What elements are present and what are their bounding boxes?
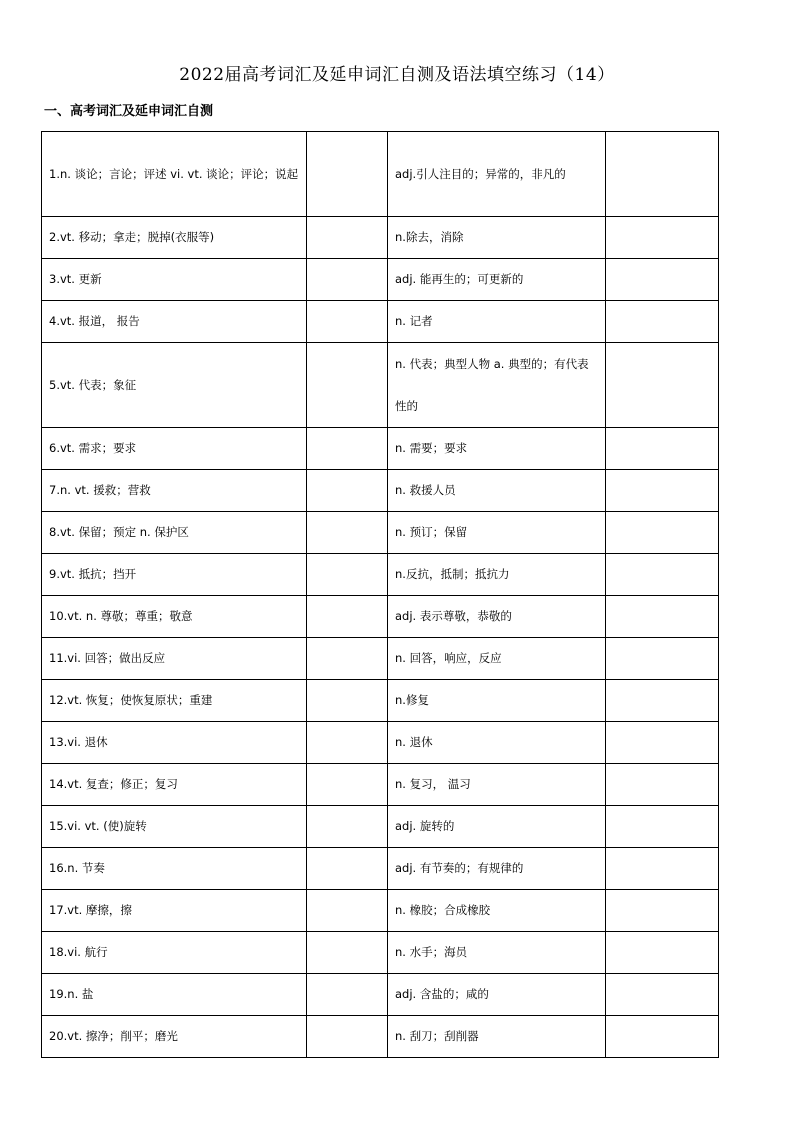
- answer-blank[interactable]: [307, 722, 388, 764]
- answer-blank[interactable]: [307, 512, 388, 554]
- derived-answer-blank[interactable]: [606, 848, 719, 890]
- derived-answer-blank[interactable]: [606, 974, 719, 1016]
- derived-definition-cell: n. 刮刀；刮削器: [388, 1016, 606, 1058]
- answer-blank[interactable]: [307, 890, 388, 932]
- vocab-table: [41, 131, 719, 1058]
- definition-cell: 17.vt. 摩擦，擦: [42, 890, 307, 932]
- table-row: [42, 890, 719, 932]
- answer-blank[interactable]: [307, 343, 388, 428]
- definition-cell: 12.vt. 恢复；使恢复原状；重建: [42, 680, 307, 722]
- derived-answer-blank[interactable]: [606, 301, 719, 343]
- derived-answer-blank[interactable]: [606, 764, 719, 806]
- derived-definition-cell: n. 水手；海员: [388, 932, 606, 974]
- definition-cell: 16.n. 节奏: [42, 848, 307, 890]
- derived-definition-cell: n. 复习， 温习: [388, 764, 606, 806]
- derived-answer-blank[interactable]: [606, 512, 719, 554]
- derived-answer-blank[interactable]: [606, 680, 719, 722]
- derived-answer-blank[interactable]: [606, 722, 719, 764]
- table-row: [42, 848, 719, 890]
- derived-answer-blank[interactable]: [606, 932, 719, 974]
- definition-cell: 13.vi. 退休: [42, 722, 307, 764]
- table-row: [42, 343, 719, 428]
- table-row: [42, 596, 719, 638]
- definition-cell: 11.vi. 回答；做出反应: [42, 638, 307, 680]
- answer-blank[interactable]: [307, 554, 388, 596]
- table-row: [42, 512, 719, 554]
- definition-cell: 9.vt. 抵抗；挡开: [42, 554, 307, 596]
- derived-answer-blank[interactable]: [606, 554, 719, 596]
- derived-answer-blank[interactable]: [606, 1016, 719, 1058]
- derived-answer-blank[interactable]: [606, 470, 719, 512]
- definition-cell: 15.vi. vt. (使)旋转: [42, 806, 307, 848]
- table-row: [42, 638, 719, 680]
- table-row: [42, 722, 719, 764]
- answer-blank[interactable]: [307, 932, 388, 974]
- definition-cell: 14.vt. 复查；修正；复习: [42, 764, 307, 806]
- derived-definition-cell: n. 救援人员: [388, 470, 606, 512]
- table-row: [42, 301, 719, 343]
- definition-cell: 1.n. 谈论；言论；评述 vi. vt. 谈论；评论；说起: [42, 132, 307, 217]
- definition-cell: 8.vt. 保留；预定 n. 保护区: [42, 512, 307, 554]
- derived-definition-cell: n. 退休: [388, 722, 606, 764]
- table-row: [42, 554, 719, 596]
- definition-cell: 18.vi. 航行: [42, 932, 307, 974]
- derived-definition-cell: n. 记者: [388, 301, 606, 343]
- vocab-table-body: [42, 132, 719, 1058]
- table-row: [42, 259, 719, 301]
- derived-answer-blank[interactable]: [606, 638, 719, 680]
- answer-blank[interactable]: [307, 680, 388, 722]
- answer-blank[interactable]: [307, 848, 388, 890]
- answer-blank[interactable]: [307, 470, 388, 512]
- derived-answer-blank[interactable]: [606, 132, 719, 217]
- table-row: [42, 806, 719, 848]
- table-row: [42, 428, 719, 470]
- answer-blank[interactable]: [307, 132, 388, 217]
- derived-definition-cell: adj. 有节奏的；有规律的: [388, 848, 606, 890]
- derived-definition-cell: n. 回答，响应，反应: [388, 638, 606, 680]
- answer-blank[interactable]: [307, 301, 388, 343]
- definition-cell: 2.vt. 移动；拿走；脱掉(衣服等): [42, 217, 307, 259]
- derived-definition-cell: adj. 含盐的；咸的: [388, 974, 606, 1016]
- derived-answer-blank[interactable]: [606, 259, 719, 301]
- derived-answer-blank[interactable]: [606, 428, 719, 470]
- derived-definition-cell: n.除去，消除: [388, 217, 606, 259]
- answer-blank[interactable]: [307, 1016, 388, 1058]
- answer-blank[interactable]: [307, 596, 388, 638]
- definition-cell: 6.vt. 需求；要求: [42, 428, 307, 470]
- definition-cell: 7.n. vt. 援救；营救: [42, 470, 307, 512]
- table-row: [42, 132, 719, 217]
- derived-definition-cell: adj.引人注目的；异常的，非凡的: [388, 132, 606, 217]
- table-row: [42, 974, 719, 1016]
- definition-cell: 5.vt. 代表；象征: [42, 343, 307, 428]
- definition-cell: 3.vt. 更新: [42, 259, 307, 301]
- derived-answer-blank[interactable]: [606, 217, 719, 259]
- definition-cell: 10.vt. n. 尊敬；尊重；敬意: [42, 596, 307, 638]
- answer-blank[interactable]: [307, 974, 388, 1016]
- answer-blank[interactable]: [307, 217, 388, 259]
- answer-blank[interactable]: [307, 428, 388, 470]
- answer-blank[interactable]: [307, 259, 388, 301]
- section-heading: 一、高考词汇及延申词汇自测: [44, 104, 214, 119]
- derived-definition-cell: n.反抗，抵制；抵抗力: [388, 554, 606, 596]
- definition-cell: 20.vt. 擦净；削平；磨光: [42, 1016, 307, 1058]
- derived-definition-cell: adj. 能再生的；可更新的: [388, 259, 606, 301]
- derived-definition-cell: n.修复: [388, 680, 606, 722]
- page-title: 2022届高考词汇及延申词汇自测及语法填空练习（14）: [179, 65, 615, 85]
- table-row: [42, 217, 719, 259]
- derived-answer-blank[interactable]: [606, 343, 719, 428]
- answer-blank[interactable]: [307, 764, 388, 806]
- answer-blank[interactable]: [307, 806, 388, 848]
- table-row: [42, 680, 719, 722]
- derived-definition-cell: n. 需要；要求: [388, 428, 606, 470]
- answer-blank[interactable]: [307, 638, 388, 680]
- derived-definition-cell: n. 预订；保留: [388, 512, 606, 554]
- table-row: [42, 764, 719, 806]
- derived-answer-blank[interactable]: [606, 890, 719, 932]
- definition-cell: 19.n. 盐: [42, 974, 307, 1016]
- derived-definition-cell: adj. 表示尊敬，恭敬的: [388, 596, 606, 638]
- derived-answer-blank[interactable]: [606, 596, 719, 638]
- table-row: [42, 1016, 719, 1058]
- derived-definition-cell: n. 代表；典型人物 a. 典型的；有代表性的: [388, 343, 606, 428]
- derived-definition-cell: adj. 旋转的: [388, 806, 606, 848]
- derived-definition-cell: n. 橡胶；合成橡胶: [388, 890, 606, 932]
- derived-answer-blank[interactable]: [606, 806, 719, 848]
- definition-cell: 4.vt. 报道， 报告: [42, 301, 307, 343]
- table-row: [42, 932, 719, 974]
- table-row: [42, 470, 719, 512]
